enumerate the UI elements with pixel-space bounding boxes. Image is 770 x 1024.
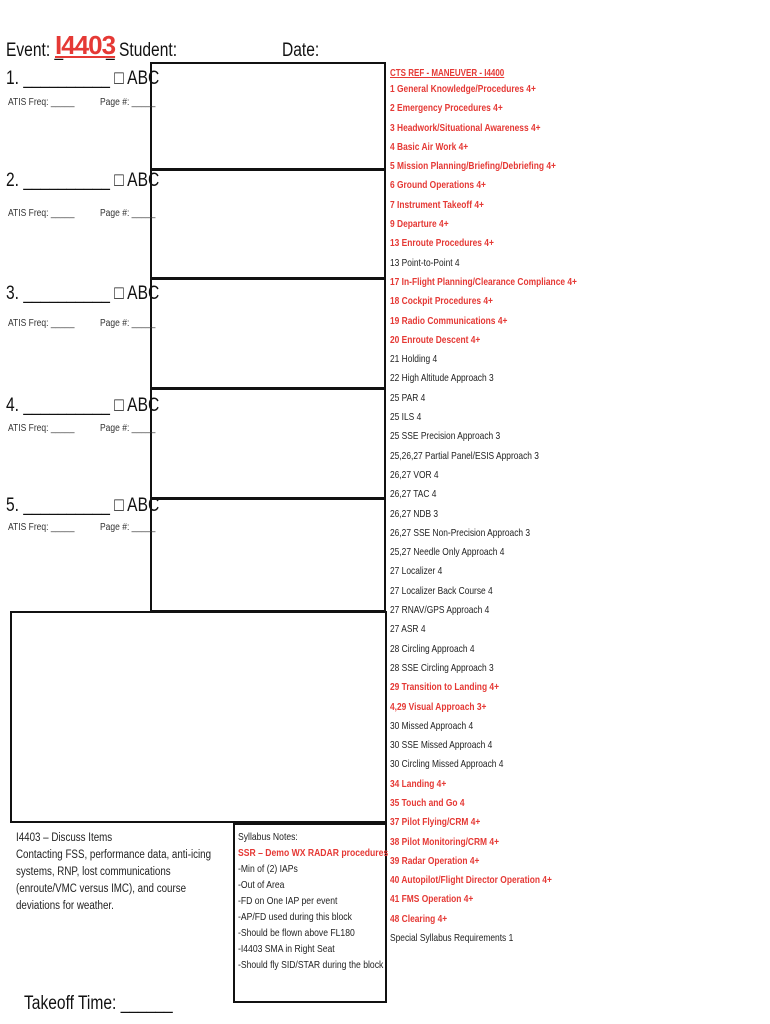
- atis-freq: ATIS Freq: _____: [8, 318, 75, 329]
- maneuver-item: 30 SSE Missed Approach 4: [390, 739, 493, 752]
- discuss-title: I4403 – Discuss Items: [16, 832, 113, 844]
- atis-freq: ATIS Freq: _____: [8, 208, 75, 219]
- page-number: Page #: _____: [100, 208, 156, 219]
- maneuver-item: 25,27 Needle Only Approach 4: [390, 546, 505, 559]
- slot-divider: [150, 168, 386, 171]
- syllabus-notes-title: Syllabus Notes:: [238, 831, 298, 843]
- slot-title: 5. __________ □ ABC: [6, 495, 160, 516]
- date-label: Date:: [282, 40, 320, 61]
- syllabus-note-line: -Should fly SID/STAR during the block: [238, 959, 384, 971]
- syllabus-note-line: -FD on One IAP per event: [238, 895, 338, 907]
- maneuver-item: 38 Pilot Monitoring/CRM 4+: [390, 835, 499, 848]
- maneuver-item: 48 Clearing 4+: [390, 912, 448, 925]
- maneuver-item: 18 Cockpit Procedures 4+: [390, 295, 493, 308]
- maneuver-item: 19 Radio Communications 4+: [390, 314, 508, 327]
- maneuver-item: 21 Holding 4: [390, 353, 438, 366]
- maneuver-box: [150, 62, 386, 612]
- maneuver-item: 26,27 SSE Non-Precision Approach 3: [390, 526, 531, 539]
- maneuver-item: 20 Enroute Descent 4+: [390, 333, 481, 346]
- page-number: Page #: _____: [100, 97, 156, 108]
- maneuver-item: Special Syllabus Requirements 1: [390, 932, 514, 945]
- maneuver-item: 27 ASR 4: [390, 623, 426, 636]
- slot-title: 4. __________ □ ABC: [6, 395, 160, 416]
- maneuver-item: 25,26,27 Partial Panel/ESIS Approach 3: [390, 449, 539, 462]
- maneuver-item: 25 SSE Precision Approach 3: [390, 430, 501, 443]
- syllabus-note-line: SSR – Demo WX RADAR procedures: [238, 847, 389, 859]
- maneuver-item: 17 In-Flight Planning/Clearance Compliance 4+: [390, 275, 577, 288]
- maneuver-item: 4,29 Visual Approach 3+: [390, 700, 487, 713]
- maneuver-item: 34 Landing 4+: [390, 777, 447, 790]
- slot-divider: [150, 387, 386, 390]
- maneuver-item: 3 Headwork/Situational Awareness 4+: [390, 121, 541, 134]
- slot-title: 3. __________ □ ABC: [6, 283, 160, 304]
- maneuver-item: 25 PAR 4: [390, 391, 426, 404]
- maneuver-item: 22 High Altitude Approach 3: [390, 372, 494, 385]
- syllabus-note-line: -Should be flown above FL180: [238, 927, 355, 939]
- maneuver-item: 26,27 TAC 4: [390, 488, 437, 501]
- takeoff-time: Takeoff Time: ______: [24, 993, 173, 1014]
- maneuver-item: 13 Point-to-Point 4: [390, 256, 460, 269]
- student-label: _ Student:: [106, 40, 178, 61]
- page-number: Page #: _____: [100, 318, 156, 329]
- maneuver-item: 25 ILS 4: [390, 411, 422, 424]
- cts-reference-list: [390, 68, 765, 948]
- notes-box: [10, 611, 387, 823]
- maneuver-item: 26,27 VOR 4: [390, 468, 439, 481]
- maneuver-item: 27 RNAV/GPS Approach 4: [390, 604, 490, 617]
- maneuver-item: 37 Pilot Flying/CRM 4+: [390, 816, 481, 829]
- syllabus-note-line: -AP/FD used during this block: [238, 911, 352, 923]
- maneuver-item: 26,27 NDB 3: [390, 507, 439, 520]
- maneuver-item: 39 Radar Operation 4+: [390, 854, 480, 867]
- maneuver-item: 5 Mission Planning/Briefing/Debriefing 4+: [390, 160, 556, 173]
- page-number: Page #: _____: [100, 522, 156, 533]
- slot-title: 1. __________ □ ABC: [6, 68, 160, 89]
- maneuver-item: 9 Departure 4+: [390, 218, 449, 231]
- maneuver-item: 27 Localizer 4: [390, 565, 443, 578]
- maneuver-item: 4 Basic Air Work 4+: [390, 140, 469, 153]
- maneuver-item: 40 Autopilot/Flight Director Operation 4+: [390, 874, 552, 887]
- slot-divider: [150, 497, 386, 500]
- atis-freq: ATIS Freq: _____: [8, 522, 75, 533]
- discuss-items: [16, 830, 229, 915]
- syllabus-note-line: -Out of Area: [238, 879, 285, 891]
- maneuver-item: 35 Touch and Go 4: [390, 796, 465, 809]
- maneuver-item: 30 Circling Missed Approach 4: [390, 758, 504, 771]
- maneuver-item: 6 Ground Operations 4+: [390, 179, 486, 192]
- atis-freq: ATIS Freq: _____: [8, 97, 75, 108]
- maneuver-item: 28 SSE Circling Approach 3: [390, 661, 494, 674]
- maneuver-item: 28 Circling Approach 4: [390, 642, 475, 655]
- syllabus-note-line: -I4403 SMA in Right Seat: [238, 943, 335, 955]
- maneuver-item: 27 Localizer Back Course 4: [390, 584, 493, 597]
- discuss-body: Contacting FSS, performance data, anti-icing systems, RNP, lost communications (enroute/VMC versus IMC), and course deviations for weather.: [16, 849, 212, 912]
- slot-title: 2. __________ □ ABC: [6, 170, 160, 191]
- event-code: I4403: [55, 30, 116, 60]
- maneuver-item: 1 General Knowledge/Procedures 4+: [390, 83, 536, 95]
- atis-freq: ATIS Freq: _____: [8, 423, 75, 434]
- cts-reference-heading: CTS REF - MANEUVER - I4400: [390, 68, 505, 79]
- maneuver-item: 30 Missed Approach 4: [390, 719, 474, 732]
- page-number: Page #: _____: [100, 423, 156, 434]
- maneuver-item: 7 Instrument Takeoff 4+: [390, 198, 484, 211]
- maneuver-item: 29 Transition to Landing 4+: [390, 681, 499, 694]
- maneuver-item: 41 FMS Operation 4+: [390, 893, 474, 906]
- syllabus-note-line: -Min of (2) IAPs: [238, 863, 298, 875]
- maneuver-item: 2 Emergency Procedures 4+: [390, 102, 503, 115]
- maneuver-item: 13 Enroute Procedures 4+: [390, 237, 494, 250]
- slot-divider: [150, 277, 386, 280]
- event-label: Event: _: [6, 40, 64, 61]
